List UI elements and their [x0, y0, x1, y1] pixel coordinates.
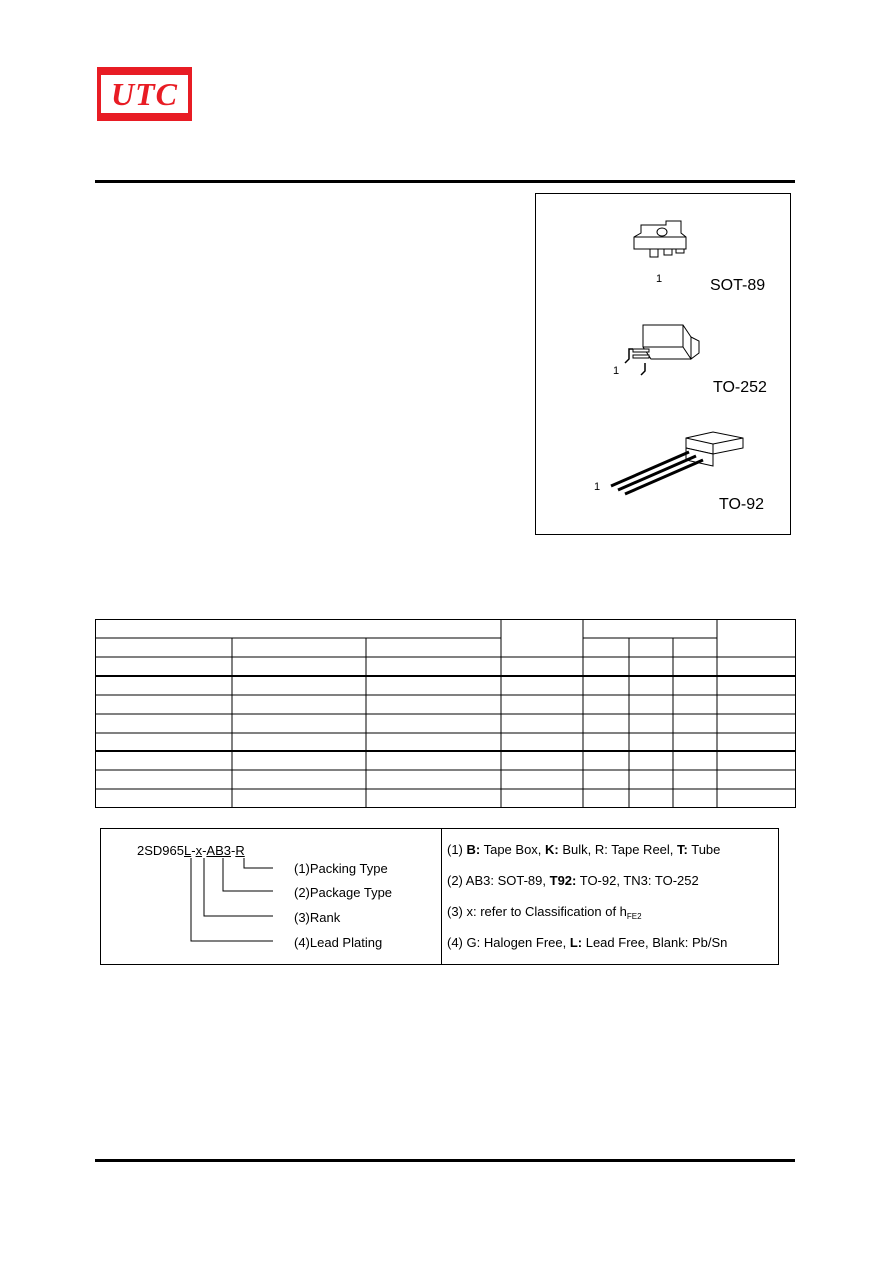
part-number-sep2: -: [202, 843, 207, 858]
to252-label: TO-252: [713, 379, 767, 396]
header-rule: [95, 180, 795, 183]
part-number-lead: L: [183, 843, 192, 858]
utc-logo: [97, 67, 192, 121]
description-lead-plating: (4) G: Halogen Free, L: Lead Free, Blank: Pb/Sn: [447, 935, 728, 950]
ordering-divider: [441, 829, 442, 964]
part-number-package: AB3: [206, 843, 231, 858]
sot89-pin1-label: 1: [656, 273, 663, 285]
part-number-packing: R: [235, 843, 245, 858]
to252-package-drawing: [621, 319, 711, 384]
logo-text: UTC: [111, 76, 178, 112]
to252-pin1-label: 1: [613, 365, 620, 377]
footer-rule: [95, 1159, 795, 1162]
part-number-sep1: -: [191, 843, 196, 858]
to92-package-drawing: [601, 424, 751, 504]
ordering-information-box: [100, 828, 779, 965]
electrical-characteristics-table: [95, 619, 796, 808]
callout-packing-type: (1)Packing Type: [294, 861, 388, 876]
package-outline-box: [535, 193, 791, 535]
description-package: (2) AB3: SOT-89, T92: TO-92, TN3: TO-252: [447, 873, 699, 888]
part-number-rank: x: [195, 843, 203, 858]
part-number-base: 2SD965: [137, 843, 184, 858]
part-number-sep3: -: [230, 843, 236, 858]
callout-lead-plating: (4)Lead Plating: [294, 935, 383, 950]
description-packing: (1) B: Tape Box, K: Bulk, R: Tape Reel, T: Tube: [447, 842, 721, 857]
sot89-package-drawing: [626, 219, 701, 274]
callout-rank: (3)Rank: [294, 910, 341, 925]
sot89-label: SOT-89: [710, 277, 766, 294]
description-rank: (3) x: refer to Classification of $h_{FE2}$: [447, 904, 642, 921]
callout-package-type: (2)Package Type: [294, 885, 393, 900]
to92-pin1-label: 1: [594, 481, 601, 493]
to92-label: TO-92: [719, 496, 765, 513]
